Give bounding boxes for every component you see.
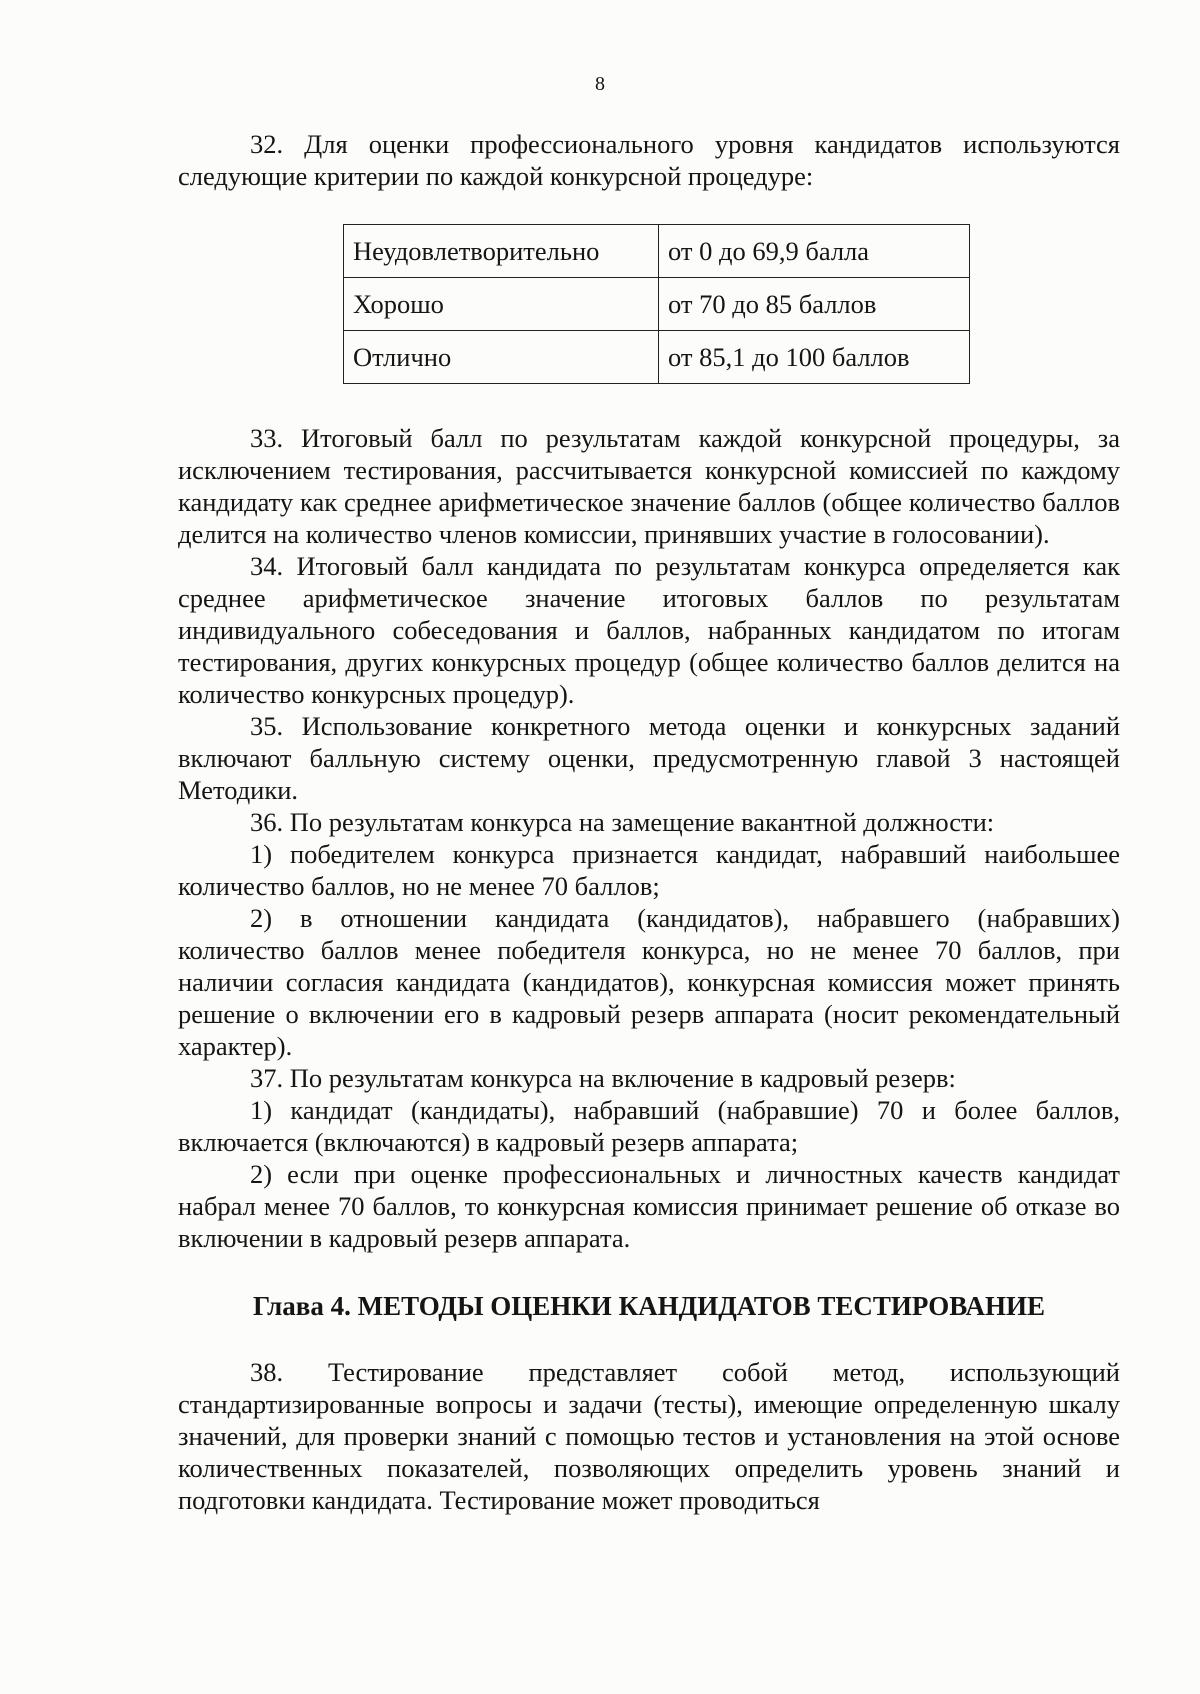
range-cell: от 85,1 до 100 баллов (659, 331, 970, 384)
grade-cell: Неудовлетворительно (344, 225, 659, 278)
chapter-heading: Глава 4. МЕТОДЫ ОЦЕНКИ КАНДИДАТОВ ТЕСТИРОВАНИЕ (252, 1291, 1046, 1321)
table-row (344, 225, 970, 278)
paragraph-34: 34. Итоговый балл кандидата по результатам конкурса определяется как среднее арифметическое значение итоговых баллов по результатам индивидуального собеседования и баллов, набранных кандидатом по итогам тестирования, других конкурсных процедур (общее количество баллов делится на количество конкурсных процедур). (178, 551, 1120, 709)
table-row (344, 331, 970, 384)
document-body (178, 128, 1120, 1516)
paragraph-37-item-2: 2) если при оценке профессиональных и личностных качеств кандидат набрал менее 70 баллов, то конкурсная комиссия принимает решение об отказе во включении в кадровый резерв аппарата. (178, 1159, 1120, 1253)
paragraph-37-item-1: 1) кандидат (кандидаты), набравший (набравшие) 70 и более баллов, включается (включаются) в кадровый резерв аппарата; (178, 1095, 1120, 1157)
paragraph-35: 35. Использование конкретного метода оценки и конкурсных заданий включают балльную систему оценки, предусмотренную главой 3 настоящей Методики. (178, 711, 1120, 805)
paragraph-33: 33. Итоговый балл по результатам каждой конкурсной процедуры, за исключением тестирования, рассчитывается конкурсной комиссией по каждому кандидату как среднее арифметическое значение баллов (общее количество баллов делится на количество членов комиссии, принявших участие в голосовании). (178, 423, 1120, 549)
grading-criteria-table (343, 224, 970, 384)
grade-cell: Отлично (344, 331, 659, 384)
paragraph-37: 37. По результатам конкурса на включение в кадровый резерв: (250, 1063, 956, 1093)
range-cell: от 70 до 85 баллов (659, 278, 970, 331)
grade-cell: Хорошо (344, 278, 659, 331)
paragraph-32: 32. Для оценки профессионального уровня кандидатов используются следующие критерии по каждой конкурсной процедуре: (178, 129, 1120, 191)
table-row (344, 278, 970, 331)
paragraph-38: 38. Тестирование представляет собой метод, использующий стандартизированные вопросы и задачи (тесты), имеющие определенную шкалу значений, для проверки знаний с помощью тестов и установления на этой основе количественных показателей, позволяющих определить уровень знаний и подготовки кандидата. Тестирование может проводиться (178, 1357, 1120, 1515)
range-cell: от 0 до 69,9 балла (659, 225, 970, 278)
paragraph-36-item-1: 1) победителем конкурса признается кандидат, набравший наибольшее количество баллов, но не менее 70 баллов; (178, 839, 1120, 901)
paragraph-36: 36. По результатам конкурса на замещение вакантной должности: (250, 807, 995, 837)
paragraph-36-item-2: 2) в отношении кандидата (кандидатов), набравшего (набравших) количество баллов менее победителя конкурса, но не менее 70 баллов, при наличии согласия кандидата (кандидатов), конкурсная комиссия может принять решение о включении его в кадровый резерв аппарата (носит рекомендательный характер). (178, 903, 1120, 1061)
page-number: 8 (595, 73, 605, 95)
